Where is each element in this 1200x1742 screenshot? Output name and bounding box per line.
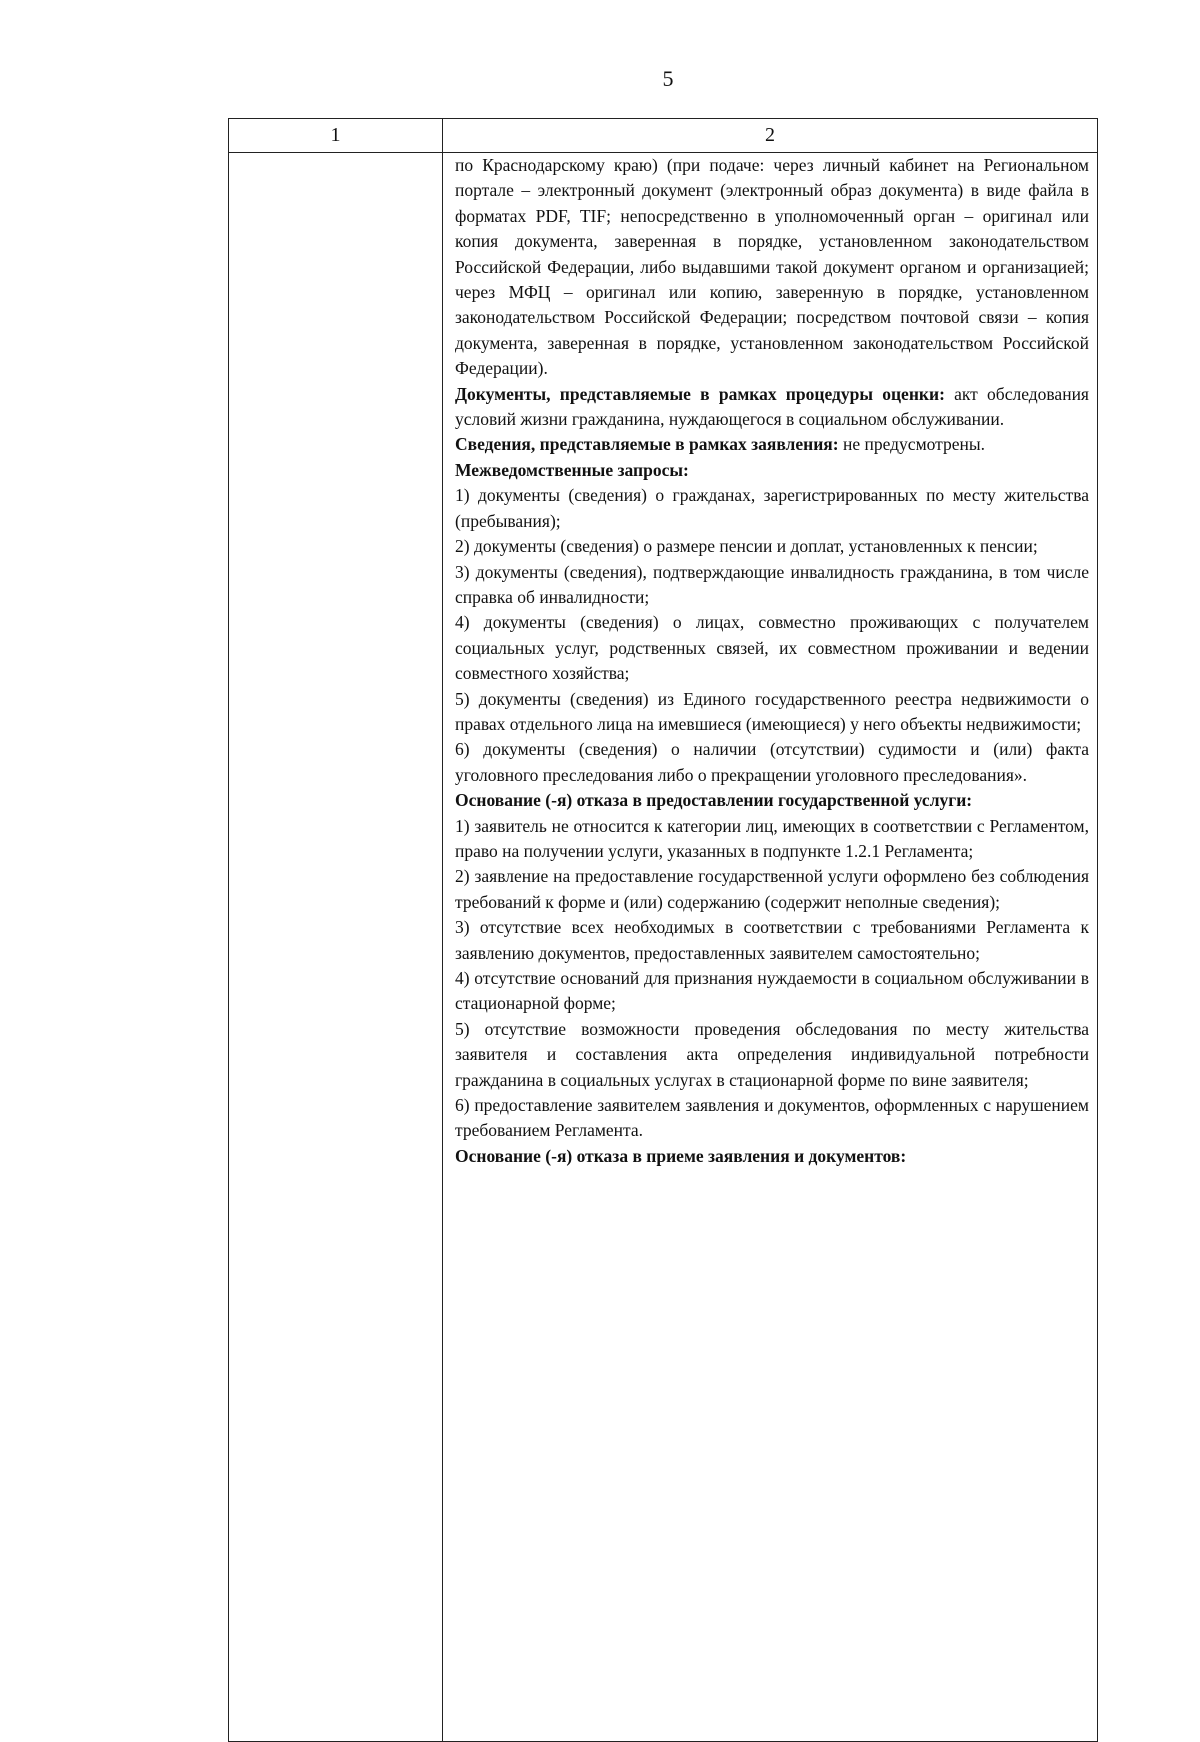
- paragraph-submission-methods: [455, 153, 1089, 382]
- paragraph-text: по Краснодарскому краю) (при подаче: через личный кабинет на Региональном портале – электронный документ (электронный образ документа) в виде файла в форматах PDF, TIF; непосредственно в уполномоченный орган – оригинал или копия документа, заверенная в порядке, установленном законодательством Российской Федерации, либо выдавшими такой документ органом и организацией; через МФЦ – оригинал или копию, заверенную в порядке, установленном законодательством Российской Федерации; посредством почтовой связи – копия документа, заверенная в порядке, установленном законодательством Российской Федерации).: [455, 155, 1089, 379]
- list-item: 5) документы (сведения) из Единого государственного реестра недвижимости о правах отдельного лица на имевшиеся (имеющиеся) у него объекты недвижимости;: [455, 688, 1089, 734]
- page-number: 5: [662, 66, 674, 91]
- column-1-cell: [229, 153, 443, 1741]
- list-item: 4) документы (сведения) о лицах, совместно проживающих с получателем социальных услуг, родственных связей, их совместном проживании и ведении совместного хозяйства;: [455, 612, 1089, 684]
- table-header-row: [229, 119, 1097, 153]
- heading-interagency-requests: Межведомственные запросы:: [455, 459, 689, 480]
- list-item: 1) документы (сведения) о гражданах, зарегистрированных по месту жительства (пребывания);: [455, 485, 1089, 531]
- list-item: 6) документы (сведения) о наличии (отсутствии) судимости и (или) факта уголовного преследования либо о прекращении уголовного преследования».: [455, 739, 1089, 785]
- column-2-cell: [443, 153, 1097, 1741]
- paragraph-assessment-documents: [455, 382, 1089, 433]
- list-item: 6) предоставление заявителем заявления и документов, оформленных с нарушением требованием Регламента.: [455, 1095, 1089, 1141]
- list-item: 2) документы (сведения) о размере пенсии и доплат, установленных к пенсии;: [455, 536, 1038, 557]
- paragraph-heading: Документы, представляемые в рамках процедуры оценки:: [455, 383, 945, 404]
- column-header-2: 2: [765, 124, 775, 146]
- list-item: 1) заявитель не относится к категории лиц, имеющих в соответствии с Регламентом, право на получении услуги, указанных в подпункте 1.2.1 Регламента;: [455, 815, 1089, 861]
- heading-reception-refusal-grounds: Основание (-я) отказа в приеме заявления и документов:: [455, 1145, 907, 1166]
- list-item: 4) отсутствие оснований для признания нуждаемости в социальном обслуживании в стационарной форме;: [455, 968, 1089, 1014]
- paragraph-text: акт обследования условий жизни гражданина, нуждающегося в социальном обслуживании.: [455, 383, 1089, 430]
- paragraph-heading: Сведения, представляемые в рамках заявления:: [455, 434, 839, 455]
- paragraph-application-info: [455, 432, 1089, 457]
- list-item: 5) отсутствие возможности проведения обследования по месту жительства заявителя и составления акта определения индивидуальной потребности гражданина в социальных услугах в стационарной форме по вине заявителя;: [455, 1018, 1089, 1090]
- heading-refusal-grounds: Основание (-я) отказа в предоставлении государственной услуги:: [455, 790, 973, 811]
- document-table: [228, 118, 1098, 1742]
- paragraph-text: не предусмотрены.: [838, 434, 986, 455]
- list-item: 3) документы (сведения), подтверждающие инвалидность гражданина, в том числе справка об инвалидности;: [455, 561, 1089, 607]
- column-header-1: 1: [229, 119, 443, 152]
- table-body-row: [229, 153, 1097, 1741]
- list-item: 3) отсутствие всех необходимых в соответствии с требованиями Регламента к заявлению документов, предоставленных заявителем самостоятельно;: [455, 917, 1089, 963]
- list-item: 2) заявление на предоставление государственной услуги оформлено без соблюдения требований к форме и (или) содержанию (содержит неполные сведения);: [455, 866, 1089, 912]
